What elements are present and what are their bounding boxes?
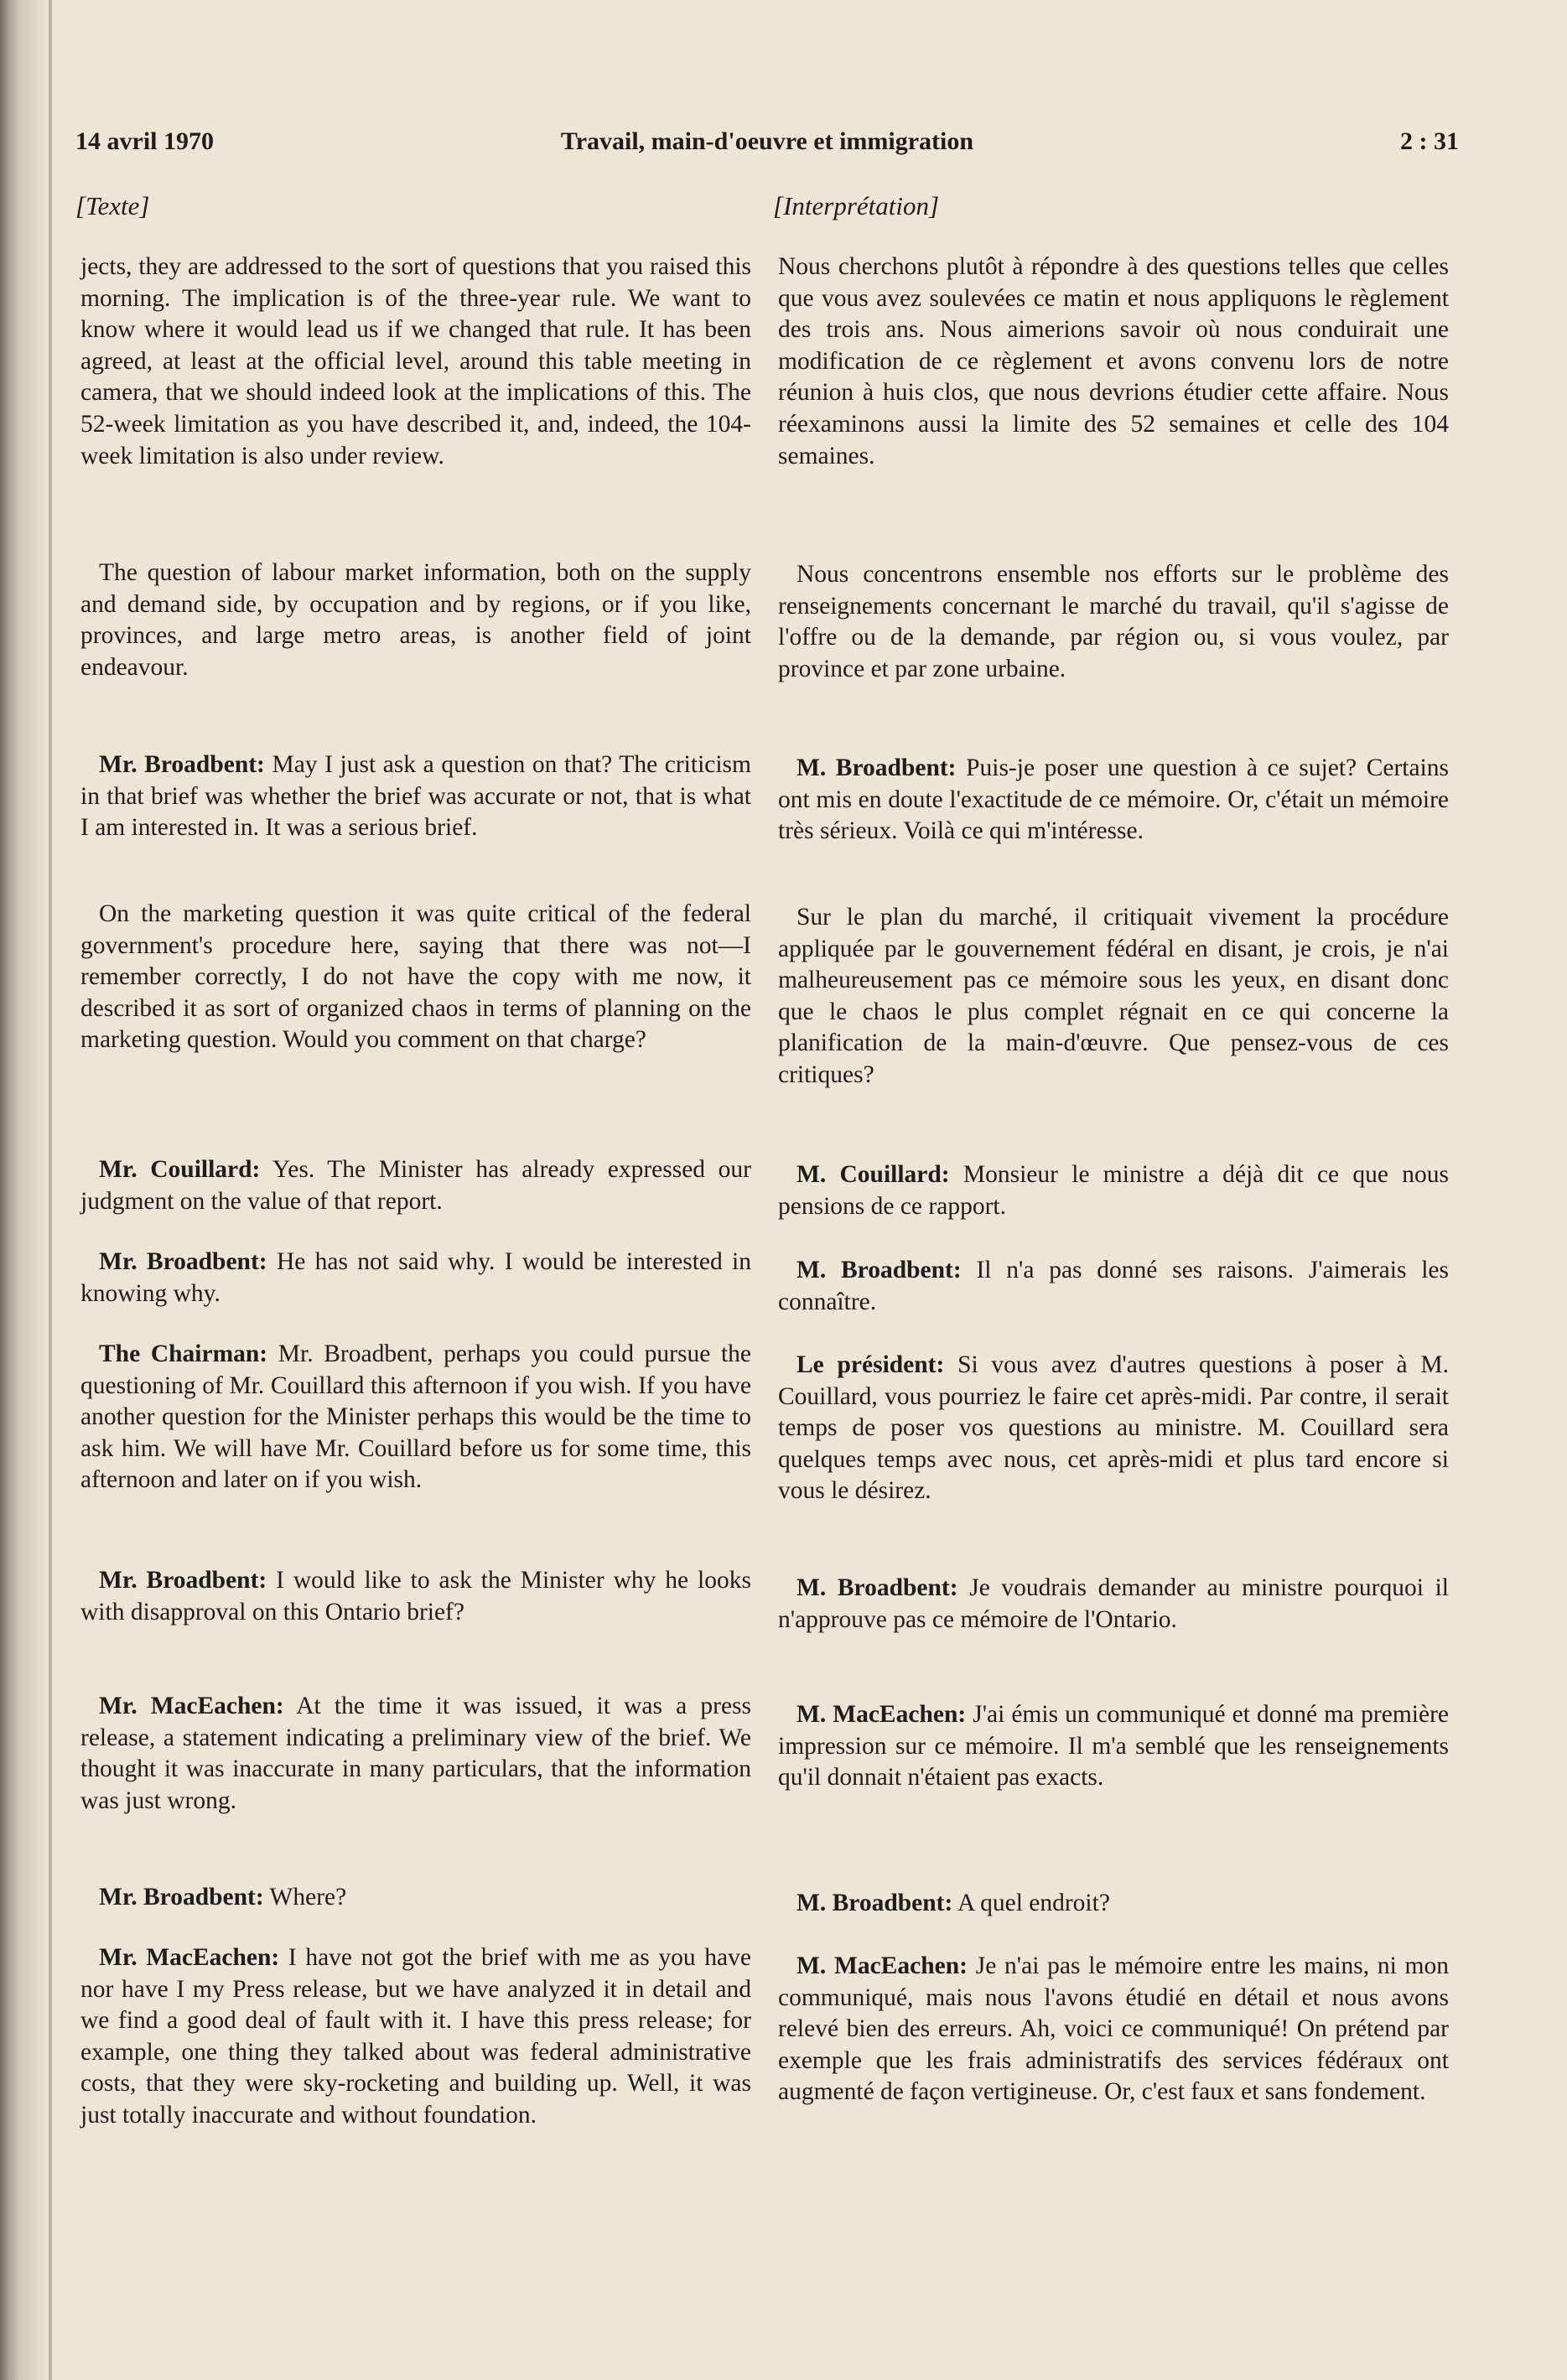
paragraph-text: Nous cherchons plutôt à répondre à des questions telles que celles que vous avez soulevées ce matin et nous appliquons le règlement des trois ans. Nous aimerions savoir où nous conduirait une modification de ce règlement et avons convenu lors de notre réunion à huis clos, que nous devrions étudier cette affaire. Nous réexaminons aussi la limite des 52 semaines et celle des 104 semaines. bbox=[778, 253, 1449, 469]
paragraph-text: jects, they are addressed to the sort of questions that you raised this morning. The implication is of the three-year rule. We want to know where it would lead us if we changed that rule. It has been agreed, at least at the official level, around this table meeting in camera, that we should indeed look at the implications of this. The 52-week limitation as you have described it, and, indeed, the 104-week limitation is also under review. bbox=[80, 253, 751, 469]
paragraph bbox=[778, 559, 1449, 685]
paragraph bbox=[778, 1699, 1449, 1794]
paragraph-text: May I just ask a question on that? The criticism in that brief was whether the brief was accurate or not, that is what I am interested in. It was a serious brief. bbox=[80, 751, 751, 842]
english-column bbox=[80, 251, 751, 2280]
paragraph bbox=[80, 1339, 751, 1496]
speaker-name: M. Couillard: bbox=[796, 1161, 950, 1188]
paragraph-text: Monsieur le ministre a déjà dit ce que nous pensions de ce rapport. bbox=[778, 1161, 1449, 1220]
paragraph bbox=[778, 902, 1449, 1091]
paragraph bbox=[80, 899, 751, 1056]
paragraph-text: Puis-je poser une question à ce sujet? Certains ont mis en doute l'exactitude de ce mémoire. Or, c'était un mémoire très sérieux. Voilà ce qui m'intéresse. bbox=[778, 754, 1449, 845]
running-header bbox=[75, 127, 1459, 164]
paragraph bbox=[778, 1159, 1449, 1222]
speaker-name: M. Broadbent: bbox=[796, 1890, 953, 1916]
speaker-name: M. Broadbent: bbox=[796, 1574, 958, 1601]
paragraph-text: Mr. Broadbent, perhaps you could pursue the questioning of Mr. Couillard this afternoon if you wish. If you have another question for the Minister perhaps this would be the time to ask him. We will have Mr. Couillard before us for some time, this afternoon and later on if you wish. bbox=[80, 1340, 751, 1494]
paragraph bbox=[80, 1691, 751, 1817]
paragraph-text: I would like to ask the Minister why he looks with disapproval on this Ontario brief? bbox=[80, 1567, 751, 1626]
paragraph bbox=[80, 1565, 751, 1628]
page-binding-shadow bbox=[0, 0, 50, 2380]
paragraph bbox=[778, 1255, 1449, 1318]
paragraph bbox=[778, 1350, 1449, 1507]
paragraph-text: Je n'ai pas le mémoire entre les mains, ni mon communiqué, mais nous l'avons étudié en détail et nous avons relevé bien des erreurs. Ah, voici ce communiqué! On prétend par exemple que les frais administratifs des services fédéraux ont augmenté de façon vertigineuse. Or, c'est faux et sans fondement. bbox=[778, 1952, 1450, 2106]
paragraph-text: Nous concentrons ensemble nos efforts sur le problème des renseignements concernant le marché du travail, qu'il s'agisse de l'offre ou de la demande, par région ou, si vous voulez, par province et par zone urbaine. bbox=[778, 561, 1449, 682]
paragraph bbox=[80, 251, 751, 472]
paragraph-text: Where? bbox=[263, 1884, 347, 1911]
speaker-name: Le président: bbox=[796, 1351, 945, 1378]
paragraph bbox=[80, 1154, 751, 1217]
paragraph-text: Yes. The Minister has already expressed our judgment on the value of that report. bbox=[80, 1156, 751, 1215]
paragraph-text: A quel endroit? bbox=[952, 1890, 1110, 1916]
paragraph-text: Je voudrais demander au ministre pourquoi il n'approuve pas ce mémoire de l'Ontario. bbox=[778, 1574, 1449, 1633]
paragraph-text: The question of labour market information, both on the supply and demand side, by occupation and by regions, or if you like, provinces, and large metro areas, is another field of joint endeavour. bbox=[80, 559, 751, 681]
speaker-name: Mr. Broadbent: bbox=[99, 1884, 264, 1911]
header-page-number: 2 : 31 bbox=[1400, 127, 1459, 155]
paragraph bbox=[80, 1942, 751, 2132]
left-column-heading: [Texte] bbox=[75, 191, 150, 220]
paragraph-text: I have not got the brief with me as you have nor have I my Press release, but we have analyzed it in detail and we find a good deal of fault with it. I have this press release; for example, one thing they talked about was federal administrative costs, that they were sky-rocketing and building up. Well, it was just totally inaccurate and without foundation. bbox=[80, 1944, 751, 2129]
paragraph-text: On the marketing question it was quite critical of the federal government's procedure here, saying that there was not—I remember correctly, I do not have the copy with me now, it described it as sort of organized chaos in terms of planning on the marketing question. Would you comment on that charge? bbox=[80, 900, 751, 1054]
paragraph-text: At the time it was issued, it was a press release, a statement indicating a preliminary view of the brief. We thought it was inaccurate in many particulars, that the information was just wrong. bbox=[80, 1693, 751, 1814]
paragraph bbox=[778, 251, 1449, 472]
paragraph-text: He has not said why. I would be interested in knowing why. bbox=[80, 1248, 751, 1307]
paragraph bbox=[80, 557, 751, 683]
paragraph bbox=[778, 1888, 1449, 1920]
french-column bbox=[778, 251, 1449, 2280]
paragraph bbox=[778, 753, 1449, 848]
paragraph-text: Si vous avez d'autres questions à poser à M. Couillard, vous pourriez le faire cet après-midi. Par contre, il serait temps de poser vos questions au ministre. M. Couillard sera quelques temps avec nous, cet après-midi et plus tard encore si vous le désirez. bbox=[778, 1351, 1449, 1505]
speaker-name: Mr. Couillard: bbox=[99, 1156, 261, 1183]
speaker-name: Mr. Broadbent: bbox=[99, 1248, 267, 1275]
paragraph bbox=[778, 1951, 1449, 2108]
header-date: 14 avril 1970 bbox=[75, 127, 214, 155]
paragraph bbox=[80, 1882, 751, 1914]
speaker-name: M. Broadbent: bbox=[796, 754, 957, 781]
speaker-name: Mr. MacEachen: bbox=[99, 1693, 284, 1719]
paragraph-text: Il n'a pas donné ses raisons. J'aimerais les connaître. bbox=[778, 1257, 1449, 1315]
paragraph bbox=[778, 1573, 1449, 1636]
speaker-name: M. MacEachen: bbox=[796, 1701, 967, 1728]
speaker-name: M. MacEachen: bbox=[796, 1952, 968, 1979]
speaker-name: Mr. Broadbent: bbox=[99, 751, 265, 778]
speaker-name: The Chairman: bbox=[99, 1340, 268, 1367]
header-title: Travail, main-d'oeuvre et immigration bbox=[560, 127, 974, 155]
speaker-name: M. Broadbent: bbox=[796, 1257, 962, 1283]
paragraph bbox=[80, 749, 751, 844]
paragraph bbox=[80, 1247, 751, 1309]
speaker-name: Mr. Broadbent: bbox=[99, 1567, 267, 1594]
paragraph-text: Sur le plan du marché, il critiquait vivement la procédure appliquée par le gouvernement fédéral en disant, je crois, je n'ai malheureusement pas ce mémoire sous les yeux, en disant donc que le chaos le plus complet régnait en ce qui concerne la planification de la main-d'œuvre. Que pensez-vous de ces critiques? bbox=[778, 904, 1449, 1088]
paragraph-text: J'ai émis un communiqué et donné ma première impression sur ce mémoire. Il m'a semblé que les renseignements qu'il donnait n'étaient pas exacts. bbox=[778, 1701, 1449, 1791]
right-column-heading: [Interprétation] bbox=[773, 191, 940, 220]
speaker-name: Mr. MacEachen: bbox=[99, 1944, 280, 1971]
page-binding-fold bbox=[49, 0, 52, 2380]
